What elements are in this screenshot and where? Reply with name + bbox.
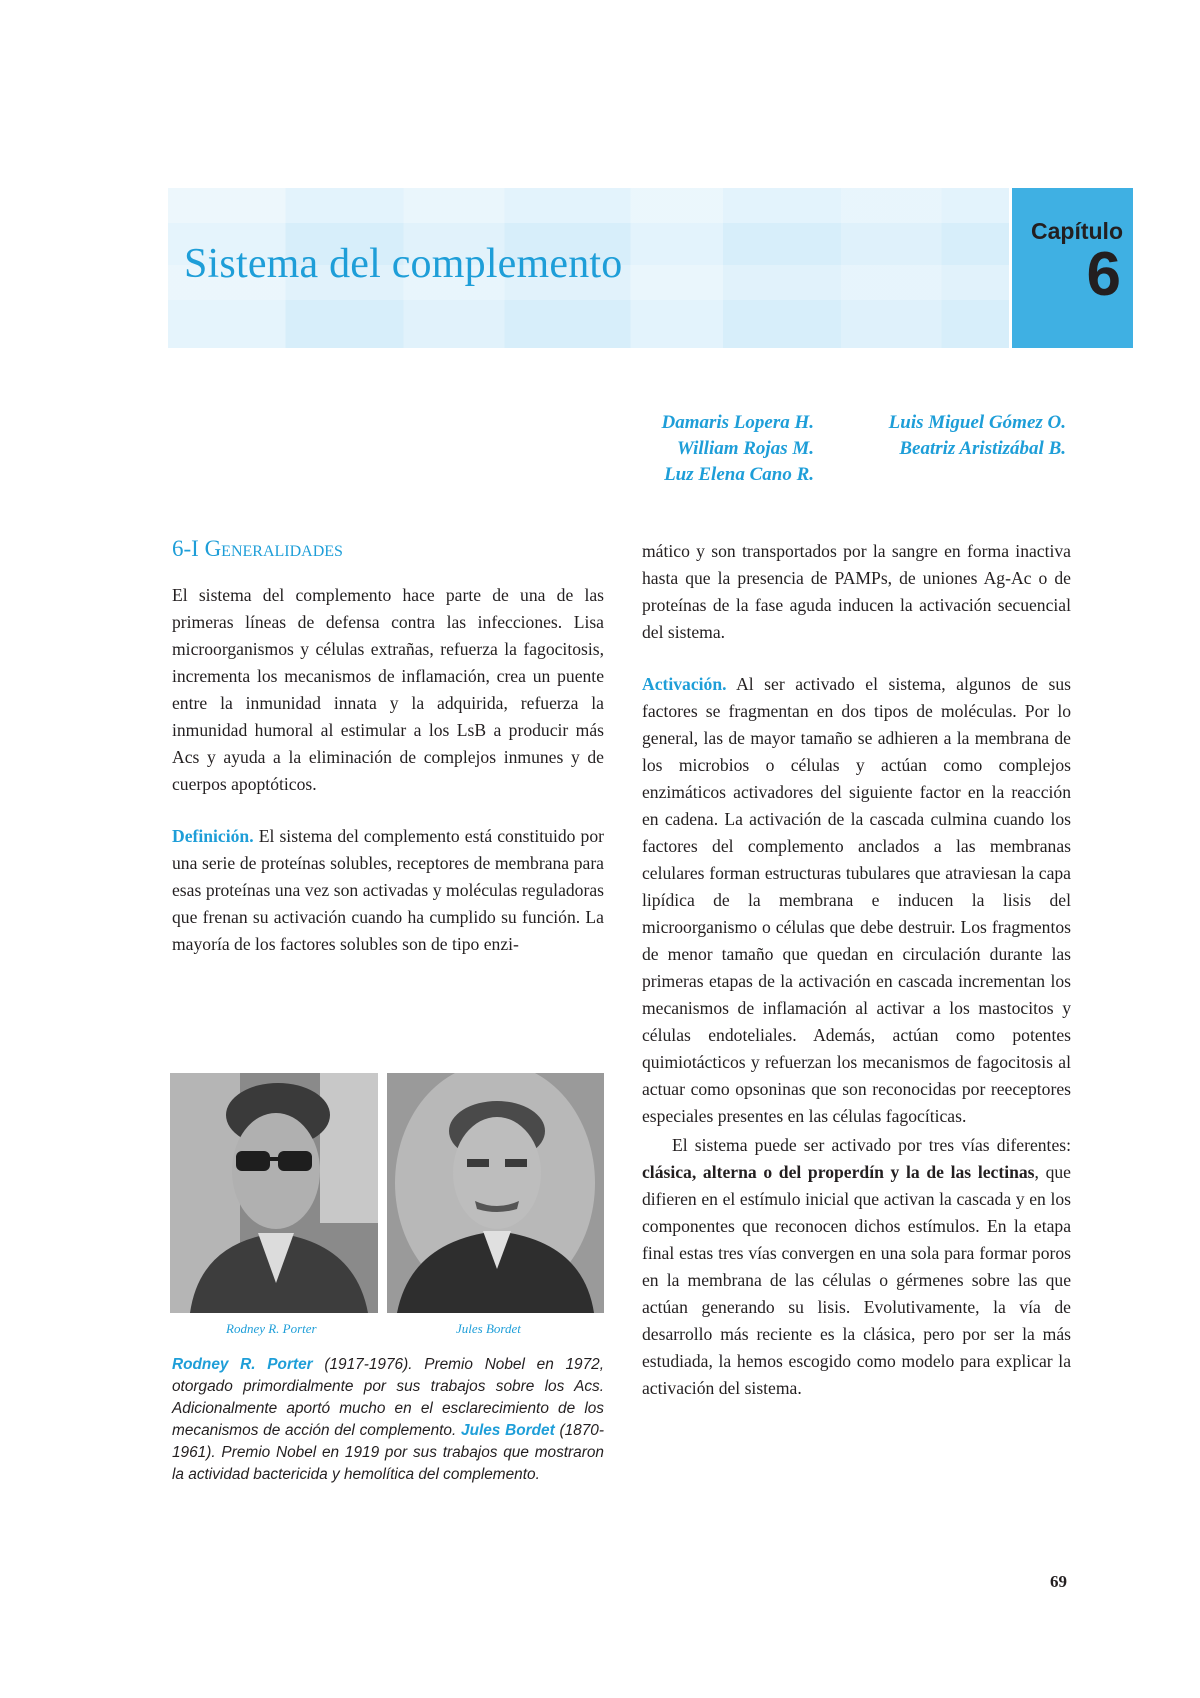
definicion-lead: Definición. — [172, 826, 254, 846]
biography-note — [172, 1354, 604, 1486]
paragraph-continuation: mático y son transportados por la sangre en forma inactiva hasta que la presencia de PAMPs, de uniones Ag-Ac o de proteínas de la fase aguda inducen la activación secuencial del sistema. — [642, 541, 1071, 642]
paragraph-vias — [642, 1132, 1071, 1402]
bio-name-porter: Rodney R. Porter — [172, 1356, 313, 1373]
photo-caption-porter: Rodney R. Porter — [226, 1321, 317, 1336]
authors-left — [661, 410, 814, 488]
photo-jules-bordet — [387, 1073, 604, 1313]
author-name: William Rojas M. — [676, 438, 814, 459]
paragraph-definicion — [172, 823, 604, 958]
activacion-text: Al ser activado el sistema, algunos de sus factores se fragmentan en dos tipos de moléculas. Por lo general, las de mayor tamaño se adhieren a la membrana de los microbios o células y actúan como complejos enzimáticos activadores del siguiente factor en la reacción en cadena. La activación de la cascada culmina cuando los factores del complemento anclados a las membranas celulares forman estructuras tubulares que atraviesan la capa lipídica de la membrana e inducen la lisis del microorganismo o células que debe destruir. Los fragmentos de menor tamaño que quedan en circulación durante las primeras etapas de la activación en cascada incrementan los mecanismos de inflamación al activar a los mastocitos y células endoteliales. Además, actúan como potentes quimiotácticos y refuerzan los mecanismos de fagocitosis al actuar como opsoninas que son reconocidas por reeceptores especiales presentes en las células fagocíticas. — [642, 674, 1071, 1126]
chapter-label: Capítulo — [1031, 218, 1123, 244]
author-name: Luz Elena Cano R. — [664, 464, 814, 485]
vias-text-a: El sistema puede ser activado por tres vías diferentes: — [672, 1135, 1071, 1155]
photo-rodney-porter — [170, 1073, 378, 1313]
bio-name-bordet: Jules Bordet — [461, 1422, 555, 1439]
activacion-lead: Activación. — [642, 674, 727, 694]
right-column — [642, 538, 1071, 1402]
vias-text-b: , que difieren en el estímulo inicial que activan la cascada y en los componentes que reconocen dichos estímulos. En la etapa final estas tres vías convergen en una sola para formar poros en la membrana de las células o gérmenes sobre las que actúan generando su lisis. Evolutivamente, la vía de desarrollo más reciente es la clásica, pero por ser la más estudiada, la hemos escogido como modelo para explicar la activación del sistema. — [642, 1162, 1071, 1398]
author-name: Beatriz Aristizábal B. — [899, 438, 1066, 459]
author-name: Luis Miguel Gómez O. — [888, 412, 1066, 433]
portrait-bordet-image — [387, 1073, 604, 1313]
chapter-number: 6 — [1086, 240, 1121, 309]
chapter-badge — [1012, 188, 1133, 348]
paragraph-activacion — [642, 671, 1071, 1130]
chapter-title: Sistema del complemento — [184, 241, 623, 287]
bio-text-bordet: (1870-1961). Premio Nobel en 1919 por sus trabajos que mostraron la actividad bactericida y hemolítica del complemento. — [172, 1422, 604, 1483]
authors-right — [889, 410, 1066, 462]
left-column — [172, 582, 604, 958]
section-title: 6-I Generalidades — [172, 536, 343, 561]
paragraph-generalidades: El sistema del complemento hace parte de una de las primeras líneas de defensa contra las infecciones. Lisa microorganismos y células extrañas, refuerza la fagocitosis, incrementa los mecanismos de inflamación, crea un puente entre la inmunidad innata y la adquirida, refuerza la inmunidad humoral al estimular a los LsB a producir más Acs y ayuda a la eliminación de complejos inmunes y de cuerpos apoptóticos. — [172, 585, 604, 794]
portrait-porter-image — [170, 1073, 378, 1313]
definicion-text: El sistema del complemento está constituido por una serie de proteínas solubles, receptores de membrana para esas proteínas una vez son activadas y moléculas reguladoras que frenan su activación cuando ha cumplido su función. La mayoría de los factores solubles son de tipo enzi- — [172, 826, 604, 954]
chapter-banner — [168, 188, 1009, 348]
page-number: 69 — [1050, 1572, 1067, 1591]
author-name: Damaris Lopera H. — [661, 412, 814, 433]
photo-caption-bordet: Jules Bordet — [456, 1321, 521, 1336]
vias-bold: clásica, alterna o del properdín y la de las lectinas — [642, 1162, 1035, 1182]
bio-text-porter: (1917-1976). Premio Nobel en 1972, otorgado primordialmente por sus trabajos sobre los Acs. Adicionalmente aportó mucho en el esclarecimiento de los mecanismos de acción del complemento. — [172, 1356, 604, 1439]
